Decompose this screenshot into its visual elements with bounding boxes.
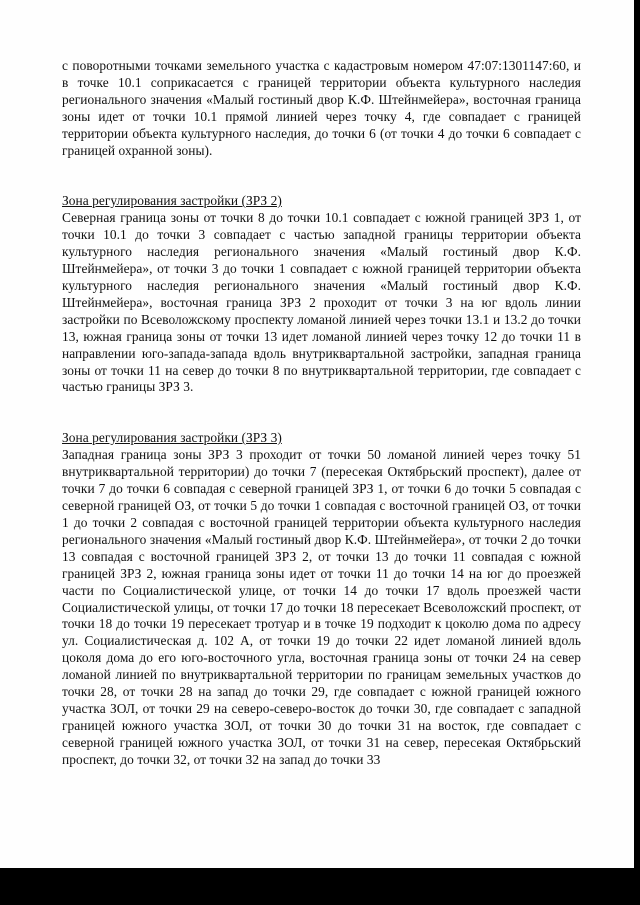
section-zrz3-heading: Зона регулирования застройки (ЗРЗ 3) [62,430,282,445]
section-zrz3 [62,430,581,769]
section-zrz3-text: Западная граница зоны ЗРЗ 3 проходит от точки 50 ломаной линией через точку 51 внутриквартальной территории) до точки 7 (пересекая Октябрьский проспект), далее от точки 7 до точки 6 совпадая с северной границей ЗРЗ 1, от точки 6 до точки 5 совпадая с северной границей ОЗ, от точки 5 до точки 1 совпадая с восточной границей ОЗ, от точки 1 до точки 2 совпадая с восточной границей территории объекта культурного наследия регионального значения «Малый гостиный двор К.Ф. Штейнмейера», от точки 2 до точки 13 совпадая с восточной границей ЗРЗ 2, от точки 13 до точки 11 совпадая с южной границей ЗРЗ 2, южная граница зоны идет от точки 11 до точки 14 на юг до проезжей части по Социалистической улице, от точки 14 до точки 17 вдоль проезжей части Социалистической улицы, от точки 17 до точки 18 пересекает Всеволожский проспект, от точки 18 до точки 19 пересекает тротуар и в точке 19 подходит к цоколю дома по адресу ул. Социалистическая д. 102 А, от точки 19 до точки 22 идет ломаной линией вдоль цоколя дома до его юго-восточного угла, восточная граница зоны от точки 24 на север ломаной линией по внутриквартальной территории по границам земельных участков до точки 28, от точки 28 на запад до точки 29, где совпадает с южной границей южного участка ЗОЛ, от точки 29 на северо-северо-восток до точки 30, где совпадает с западной границей южного участка ЗОЛ, от точки 30 до точки 31 на восток, где совпадает с северной границей южного участка ЗОЛ, от точки 31 на север, пересекая Октябрьский проспект, до точки 32, от точки 32 на запад до точки 33 [62,446,581,768]
scan-border-right [634,0,640,868]
scan-border-bottom [0,868,640,905]
intro-paragraph: с поворотными точками земельного участка с кадастровым номером 47:07:1301147:60, и в точке 10.1 соприкасается с границей территории объекта культурного наследия регионального значения «Малый гостиный двор К.Ф. Штейнмейера», восточная граница зоны идет от точки 10.1 прямой линией через точку 4, где совпадает с границей территории объекта культурного наследия, до точки 6 (от точки 4 до точки 6 совпадает с границей охранной зоны). [62,58,581,158]
intro-paragraph-block [62,58,581,160]
section-zrz2-text: Северная граница зоны от точки 8 до точки 10.1 совпадает с южной границей ЗРЗ 1, от точки 10.1 до точки 3 совпадает с частью западной границы территории объекта культурного наследия регионального значения «Малый гостиный двор К.Ф. Штейнмейера», от точки 3 до точки 1 совпадает с южной границей территории объекта культурного наследия регионального значения «Малый гостиный двор К.Ф. Штейнмейера», восточная граница ЗРЗ 2 проходит от точки 3 на юг вдоль линии застройки по Всеволожскому проспекту ломаной линией через точки 13.1 и 13.2 до точки 13, южная граница зоны от точки 13 идет ломаной линией через точку 12 до точки 11 в направлении юго-запада-запада вдоль внутриквартальной застройки, западная граница зоны от точки 11 на север до точки 8 по внутриквартальной территории, где совпадает с частью границы ЗРЗ 3. [62,209,581,395]
section-zrz2-heading: Зона регулирования застройки (ЗРЗ 2) [62,193,282,208]
section-zrz2 [62,193,581,396]
